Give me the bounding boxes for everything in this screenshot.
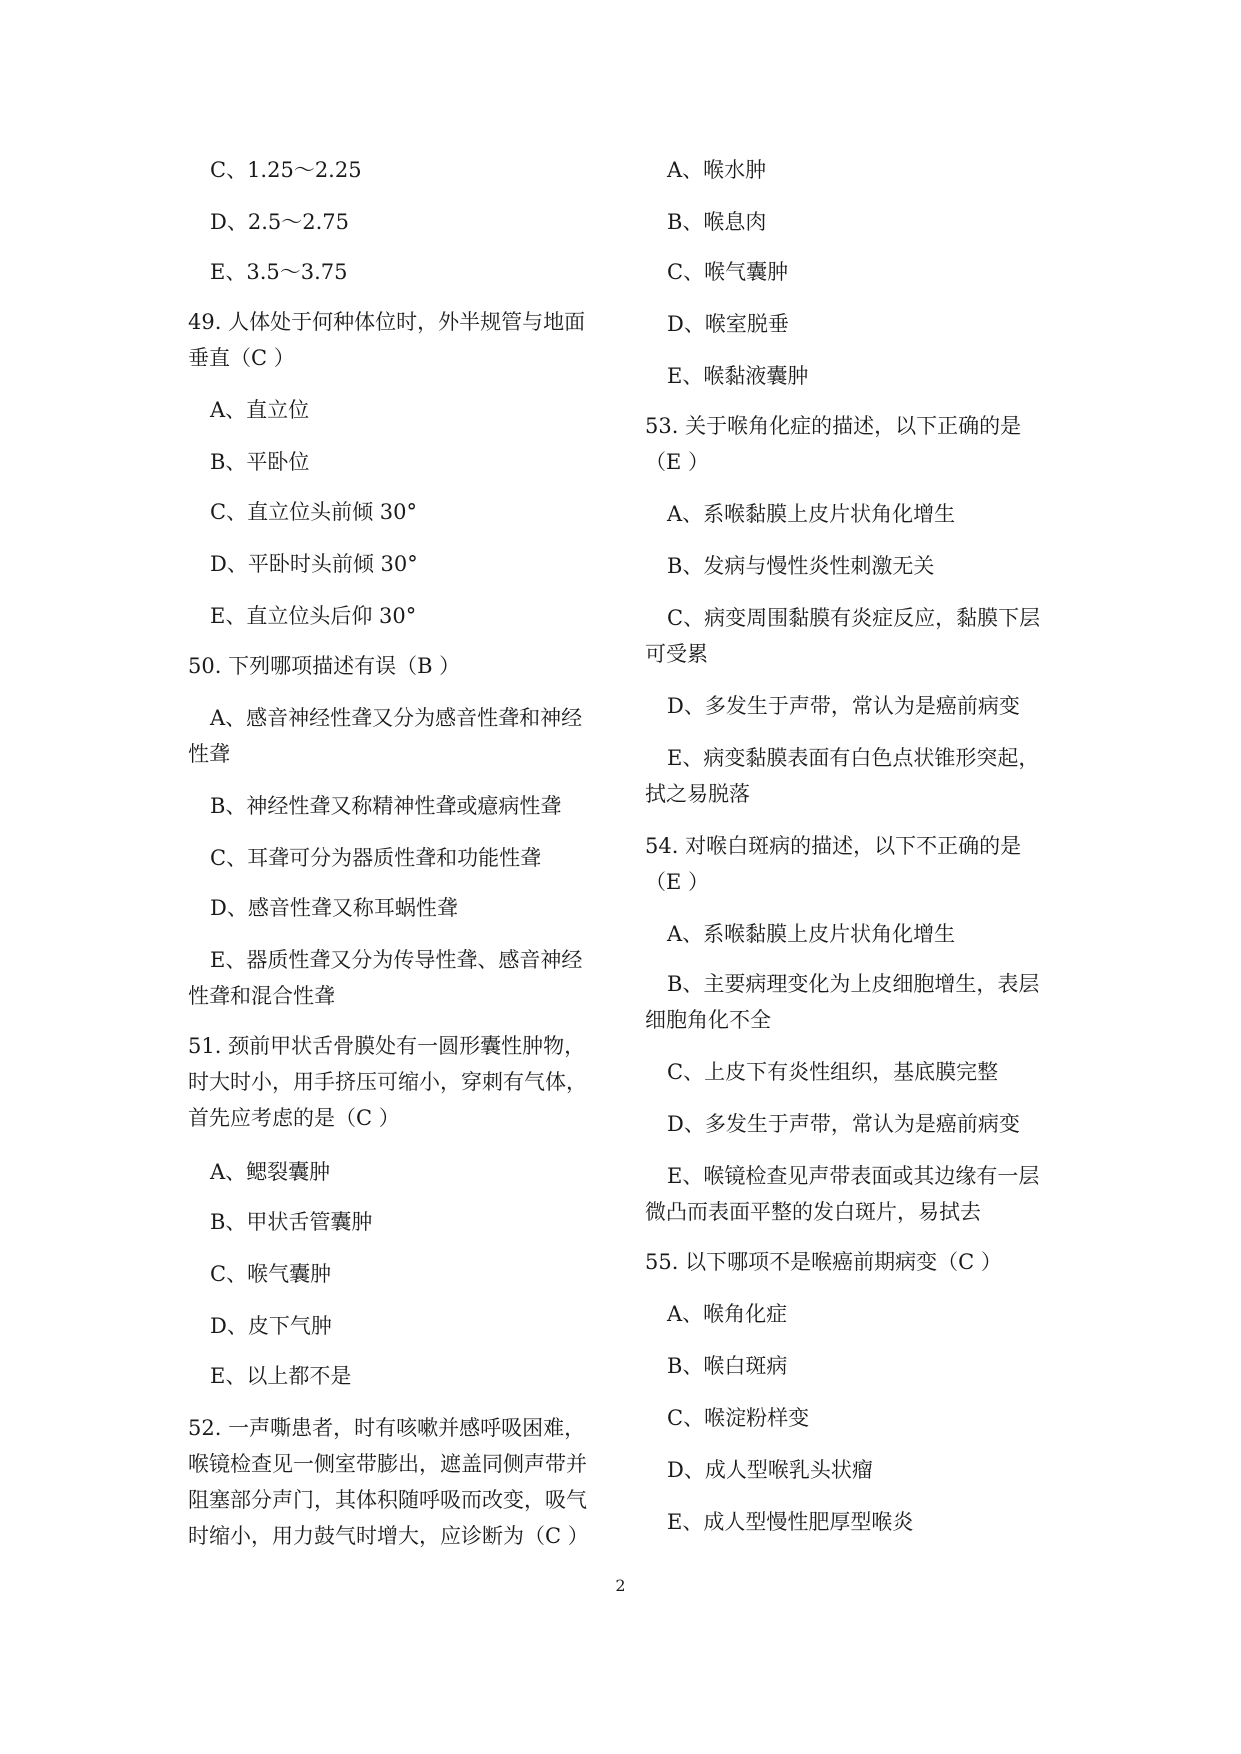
option-text-line: E、成人型慢性肥厚型喉炎 bbox=[667, 1510, 914, 1534]
option-text-line: 拭之易脱落 bbox=[645, 782, 750, 806]
option-text-line: 细胞角化不全 bbox=[645, 1008, 771, 1032]
option-text-line: A、感音神经性聋又分为感音性聋和神经 bbox=[210, 706, 583, 730]
option-text-line: A、系喉黏膜上皮片状角化增生 bbox=[667, 502, 956, 526]
question-text-line: 55. 以下哪项不是喉癌前期病变（C ） bbox=[645, 1250, 1002, 1274]
question-text-line: （E ） bbox=[645, 450, 710, 474]
question-text-line: 时缩小，用力鼓气时增大，应诊断为（C ） bbox=[188, 1524, 589, 1548]
option-text-line: E、器质性聋又分为传导性聋、感音神经 bbox=[210, 948, 583, 972]
option-text-line: D、2.5～2.75 bbox=[210, 210, 349, 234]
question-text-line: 54. 对喉白斑病的描述，以下不正确的是 bbox=[645, 834, 1022, 858]
question-text-line: （E ） bbox=[645, 870, 710, 894]
option-text-line: B、喉白斑病 bbox=[667, 1354, 788, 1378]
option-text-line: C、直立位头前倾 30° bbox=[210, 500, 417, 524]
page-number: 2 bbox=[615, 1576, 626, 1595]
question-text-line: 喉镜检查见一侧室带膨出，遮盖同侧声带并 bbox=[188, 1452, 587, 1476]
option-text-line: D、多发生于声带，常认为是癌前病变 bbox=[667, 1112, 1020, 1136]
question-text-line: 52. 一声嘶患者，时有咳嗽并感呼吸困难， bbox=[188, 1416, 586, 1440]
option-text-line: A、系喉黏膜上皮片状角化增生 bbox=[667, 922, 956, 946]
option-text-line: C、病变周围黏膜有炎症反应，黏膜下层 bbox=[667, 606, 1041, 630]
option-text-line: 微凸而表面平整的发白斑片，易拭去 bbox=[645, 1200, 981, 1224]
option-text-line: C、喉气囊肿 bbox=[210, 1262, 332, 1286]
question-text-line: 首先应考虑的是（C ） bbox=[188, 1106, 400, 1130]
option-text-line: 性聋 bbox=[188, 742, 230, 766]
option-text-line: 性聋和混合性聋 bbox=[188, 984, 335, 1008]
option-text-line: C、上皮下有炎性组织，基底膜完整 bbox=[667, 1060, 999, 1084]
option-text-line: C、耳聋可分为器质性聋和功能性聋 bbox=[210, 846, 542, 870]
option-text-line: D、喉室脱垂 bbox=[667, 312, 789, 336]
question-text-line: 51. 颈前甲状舌骨膜处有一圆形囊性肿物， bbox=[188, 1034, 586, 1058]
option-text-line: D、皮下气肿 bbox=[210, 1314, 332, 1338]
option-text-line: D、多发生于声带，常认为是癌前病变 bbox=[667, 694, 1020, 718]
option-text-line: D、感音性聋又称耳蜗性聋 bbox=[210, 896, 458, 920]
option-text-line: C、1.25～2.25 bbox=[210, 158, 362, 182]
option-text-line: E、直立位头后仰 30° bbox=[210, 604, 417, 628]
question-text-line: 50. 下列哪项描述有误（B ） bbox=[188, 654, 461, 678]
option-text-line: B、主要病理变化为上皮细胞增生，表层 bbox=[667, 972, 1040, 996]
question-text-line: 时大时小，用手挤压可缩小，穿刺有气体， bbox=[188, 1070, 587, 1094]
option-text-line: B、发病与慢性炎性刺激无关 bbox=[667, 554, 935, 578]
question-text-line: 53. 关于喉角化症的描述，以下正确的是 bbox=[645, 414, 1022, 438]
option-text-line: B、甲状舌管囊肿 bbox=[210, 1210, 373, 1234]
option-text-line: C、喉淀粉样变 bbox=[667, 1406, 810, 1430]
option-text-line: E、喉黏液囊肿 bbox=[667, 364, 809, 388]
option-text-line: E、喉镜检查见声带表面或其边缘有一层 bbox=[667, 1164, 1040, 1188]
option-text-line: D、成人型喉乳头状瘤 bbox=[667, 1458, 873, 1482]
option-text-line: B、神经性聋又称精神性聋或癔病性聋 bbox=[210, 794, 562, 818]
option-text-line: E、3.5～3.75 bbox=[210, 260, 348, 284]
option-text-line: E、病变黏膜表面有白色点状锥形突起， bbox=[667, 746, 1040, 770]
question-text-line: 阻塞部分声门，其体积随呼吸而改变，吸气 bbox=[188, 1488, 587, 1512]
option-text-line: 可受累 bbox=[645, 642, 708, 666]
option-text-line: C、喉气囊肿 bbox=[667, 260, 789, 284]
question-text-line: 垂直（C ） bbox=[188, 346, 295, 370]
option-text-line: D、平卧时头前倾 30° bbox=[210, 552, 418, 576]
option-text-line: A、鳃裂囊肿 bbox=[210, 1160, 331, 1184]
question-text-line: 49. 人体处于何种体位时，外半规管与地面 bbox=[188, 310, 586, 334]
option-text-line: E、以上都不是 bbox=[210, 1364, 352, 1388]
option-text-line: A、直立位 bbox=[210, 398, 310, 422]
option-text-line: B、平卧位 bbox=[210, 450, 310, 474]
option-text-line: A、喉角化症 bbox=[667, 1302, 788, 1326]
option-text-line: A、喉水肿 bbox=[667, 158, 767, 182]
option-text-line: B、喉息肉 bbox=[667, 210, 767, 234]
